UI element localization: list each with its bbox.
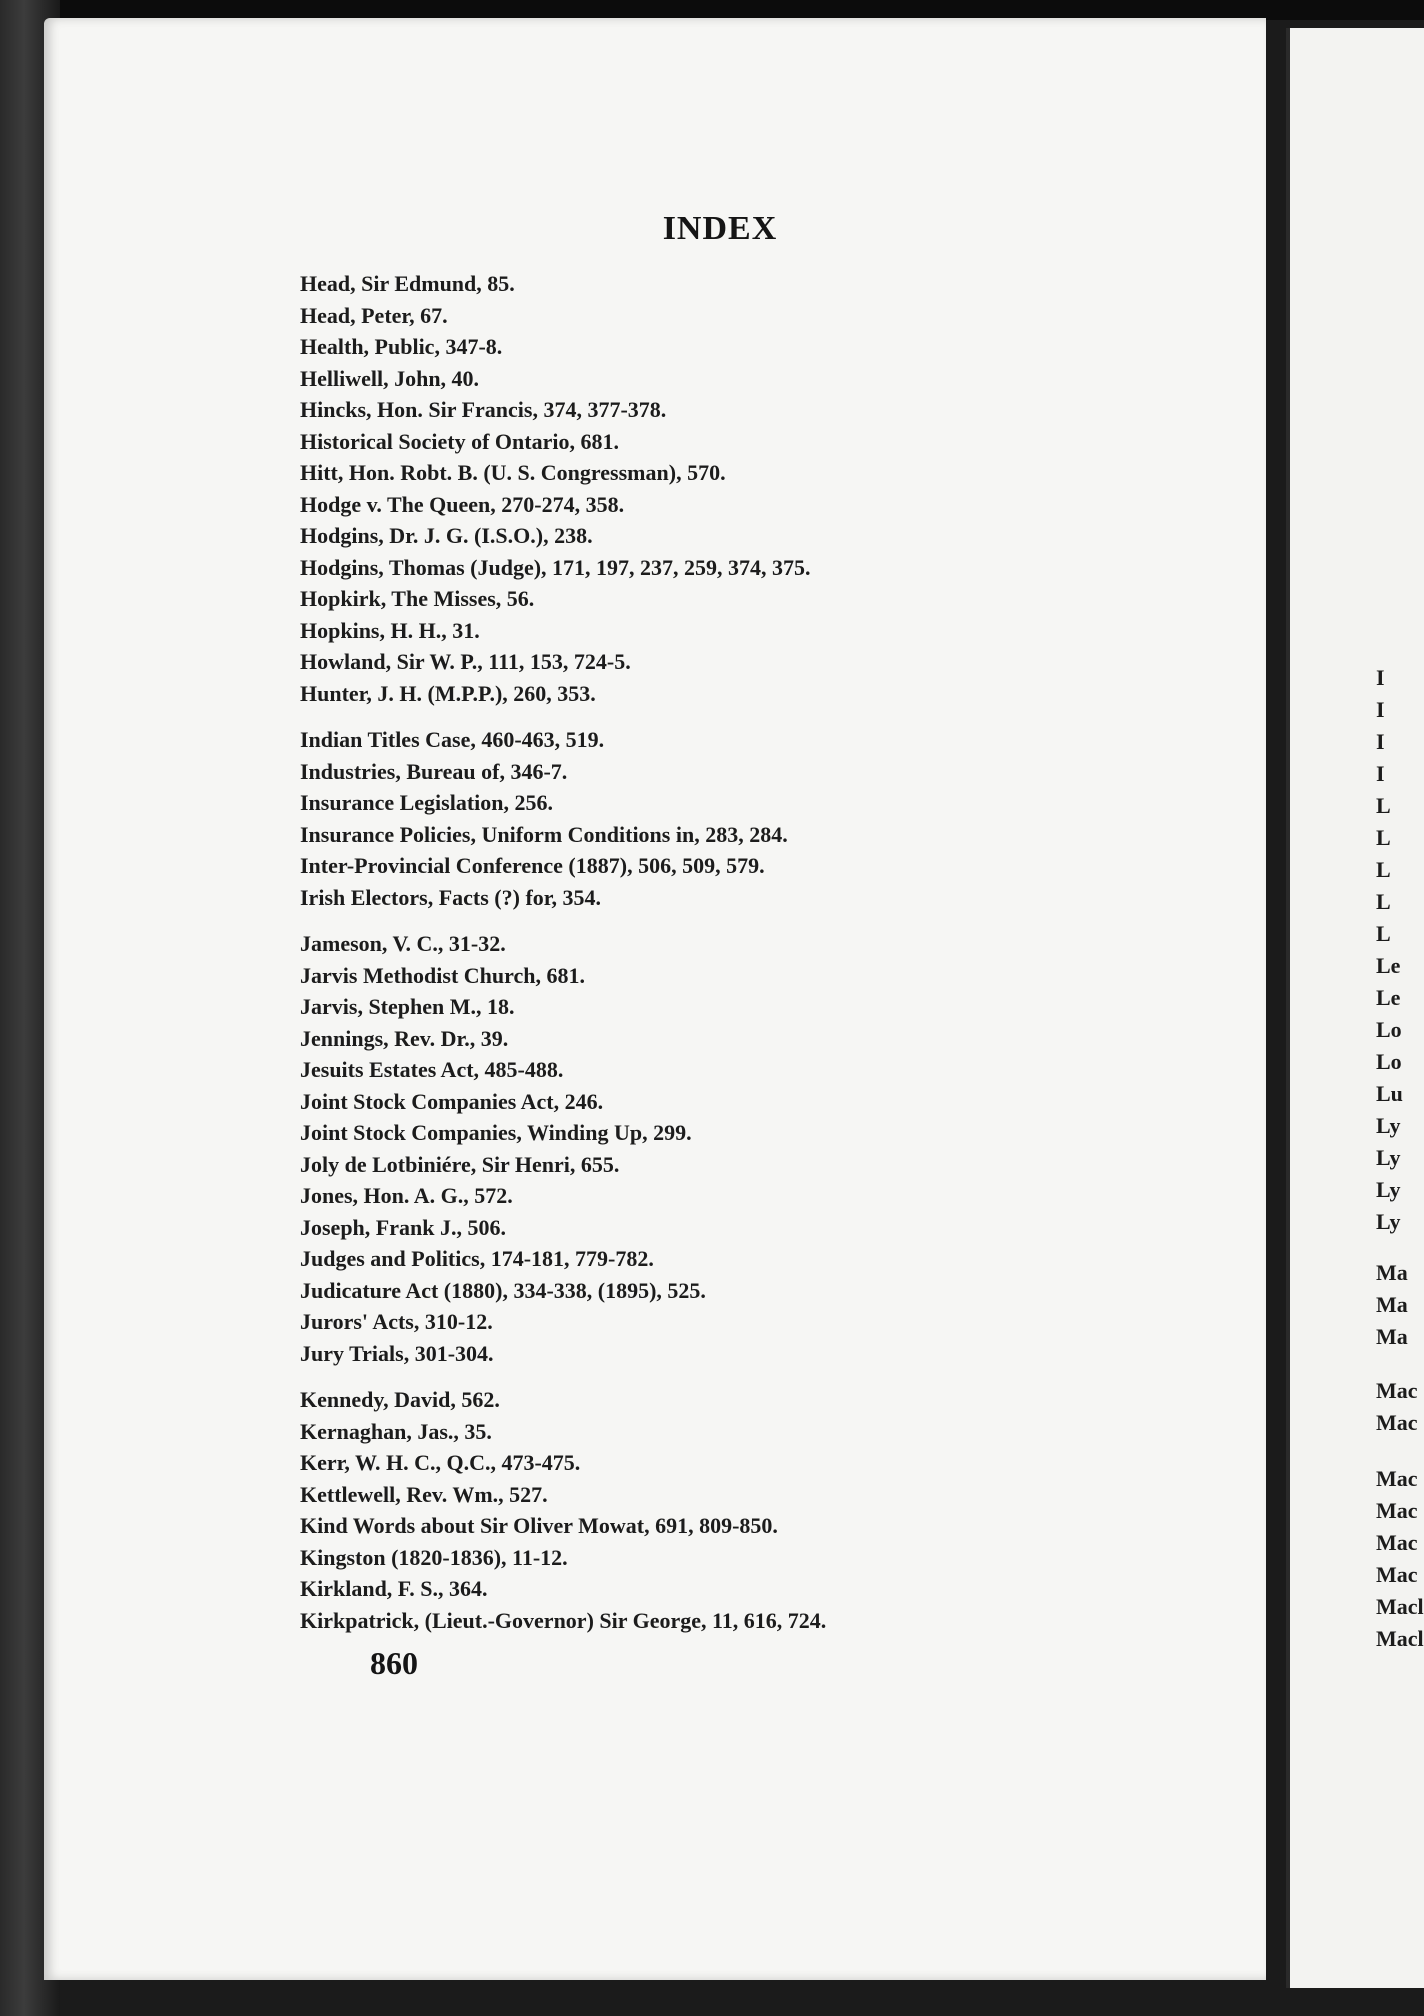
- right-page-fragment: Mac: [1376, 1466, 1418, 1491]
- index-entry: Inter-Provincial Conference (1887), 506, 509, 579.: [300, 853, 765, 878]
- index-entry: Hodgins, Thomas (Judge), 171, 197, 237, 259, 374, 375.: [300, 554, 811, 580]
- index-entry: Hopkins, H. H., 31.: [300, 617, 480, 643]
- index-entry: Health, Public, 347-8.: [300, 334, 503, 359]
- index-entry: Kettlewell, Rev. Wm., 527.: [300, 1481, 548, 1507]
- index-entry: Jarvis Methodist Church, 681.: [300, 962, 585, 988]
- right-page-fragment: Mac: [1376, 1562, 1418, 1587]
- right-page-fragment: Ly: [1376, 1209, 1401, 1234]
- right-page-fragment: Le: [1376, 953, 1401, 978]
- right-page-fragment: Mac: [1376, 1530, 1418, 1555]
- right-page-fragment: L: [1376, 889, 1391, 914]
- right-page-fragment: Lo: [1376, 1049, 1402, 1074]
- right-page-fragment: L: [1376, 857, 1391, 882]
- right-page-fragment: I: [1376, 729, 1385, 754]
- index-entry: Judges and Politics, 174-181, 779-782.: [300, 1246, 654, 1271]
- index-entry: Jurors' Acts, 310-12.: [300, 1309, 493, 1334]
- index-entry: Howland, Sir W. P., 111, 153, 724-5.: [300, 649, 631, 674]
- right-page-fragment: Mac: [1376, 1410, 1418, 1435]
- right-page-fragment: L: [1376, 825, 1391, 850]
- index-entry: Insurance Policies, Uniform Conditions in, 283, 284.: [300, 821, 788, 847]
- scanner-top-edge: [0, 0, 1424, 20]
- index-entry: Joint Stock Companies, Winding Up, 299.: [300, 1120, 692, 1145]
- index-entry: Joly de Lotbiniére, Sir Henri, 655.: [300, 1151, 620, 1177]
- right-page-fragment: Ly: [1376, 1113, 1401, 1138]
- right-page-fragment: Ly: [1376, 1177, 1401, 1202]
- index-entry: Kerr, W. H. C., Q.C., 473-475.: [300, 1450, 581, 1475]
- index-entry: Kirkpatrick, (Lieut.-Governor) Sir George, 11, 616, 724.: [300, 1607, 827, 1633]
- index-group: [300, 1384, 1060, 1636]
- right-page-fragment: I: [1376, 697, 1385, 722]
- index-entry: Joint Stock Companies Act, 246.: [300, 1088, 604, 1114]
- index-entry: Jennings, Rev. Dr., 39.: [300, 1025, 509, 1051]
- index-entry: Hunter, J. H. (M.P.P.), 260, 353.: [300, 680, 596, 706]
- index-entry: Hitt, Hon. Robt. B. (U. S. Congressman), 570.: [300, 460, 726, 485]
- index-group: [300, 928, 1060, 1369]
- index-entry: Insurance Legislation, 256.: [300, 790, 554, 815]
- index-entry: Jameson, V. C., 31-32.: [300, 931, 506, 956]
- index-entry: Hodgins, Dr. J. G. (I.S.O.), 238.: [300, 523, 593, 548]
- right-page-fragment: I: [1376, 761, 1385, 786]
- index-entries: [300, 268, 1060, 1651]
- index-entry: Hincks, Hon. Sir Francis, 374, 377-378.: [300, 397, 667, 422]
- index-entry: Kernaghan, Jas., 35.: [300, 1418, 492, 1444]
- index-group: [300, 724, 1060, 913]
- page-title: INDEX: [662, 210, 778, 247]
- right-page-fragment: L: [1376, 793, 1391, 818]
- index-entry: Judicature Act (1880), 334-338, (1895), 525.: [300, 1277, 706, 1303]
- right-page-fragment: Ly: [1376, 1145, 1401, 1170]
- right-page-fragment: Macl: [1376, 1594, 1424, 1619]
- index-entry: Joseph, Frank J., 506.: [300, 1214, 506, 1240]
- right-page-fragment: Ma: [1376, 1292, 1408, 1317]
- page-number: 860: [370, 1645, 418, 1681]
- index-entry: Kingston (1820-1836), 11-12.: [300, 1544, 568, 1570]
- right-page-fragment: Macl: [1376, 1626, 1424, 1651]
- right-page-edge: [1286, 28, 1424, 1988]
- index-entry: Head, Sir Edmund, 85.: [300, 271, 515, 296]
- index-group: [300, 268, 1060, 709]
- right-page-fragment: Lu: [1376, 1081, 1403, 1106]
- index-entry: Hopkirk, The Misses, 56.: [300, 586, 535, 611]
- right-page-fragment: Ma: [1376, 1324, 1408, 1349]
- index-entry: Kirkland, F. S., 364.: [300, 1576, 488, 1601]
- index-entry: Kennedy, David, 562.: [300, 1387, 500, 1412]
- index-entry: Jarvis, Stephen M., 18.: [300, 994, 515, 1019]
- index-entry: Jury Trials, 301-304.: [300, 1340, 494, 1366]
- index-entry: Head, Peter, 67.: [300, 302, 448, 328]
- right-page-fragment: Mac: [1376, 1378, 1418, 1403]
- index-entry: Industries, Bureau of, 346-7.: [300, 758, 568, 784]
- right-page-fragment: L: [1376, 921, 1391, 946]
- index-entry: Jones, Hon. A. G., 572.: [300, 1183, 513, 1208]
- index-entry: Jesuits Estates Act, 485-488.: [300, 1057, 564, 1082]
- index-entry: Irish Electors, Facts (?) for, 354.: [300, 884, 602, 910]
- index-entry: Helliwell, John, 40.: [300, 365, 480, 391]
- index-entry: Hodge v. The Queen, 270-274, 358.: [300, 491, 625, 517]
- right-page-fragment: Lo: [1376, 1017, 1402, 1042]
- right-page-fragment: Mac: [1376, 1498, 1418, 1523]
- index-entry: Kind Words about Sir Oliver Mowat, 691, 809-850.: [300, 1513, 778, 1538]
- right-page-fragment: I: [1376, 665, 1385, 690]
- index-entry: Indian Titles Case, 460-463, 519.: [300, 727, 605, 752]
- right-page-fragment: Ma: [1376, 1260, 1408, 1285]
- right-page-fragment: Le: [1376, 985, 1401, 1010]
- index-entry: Historical Society of Ontario, 681.: [300, 428, 619, 454]
